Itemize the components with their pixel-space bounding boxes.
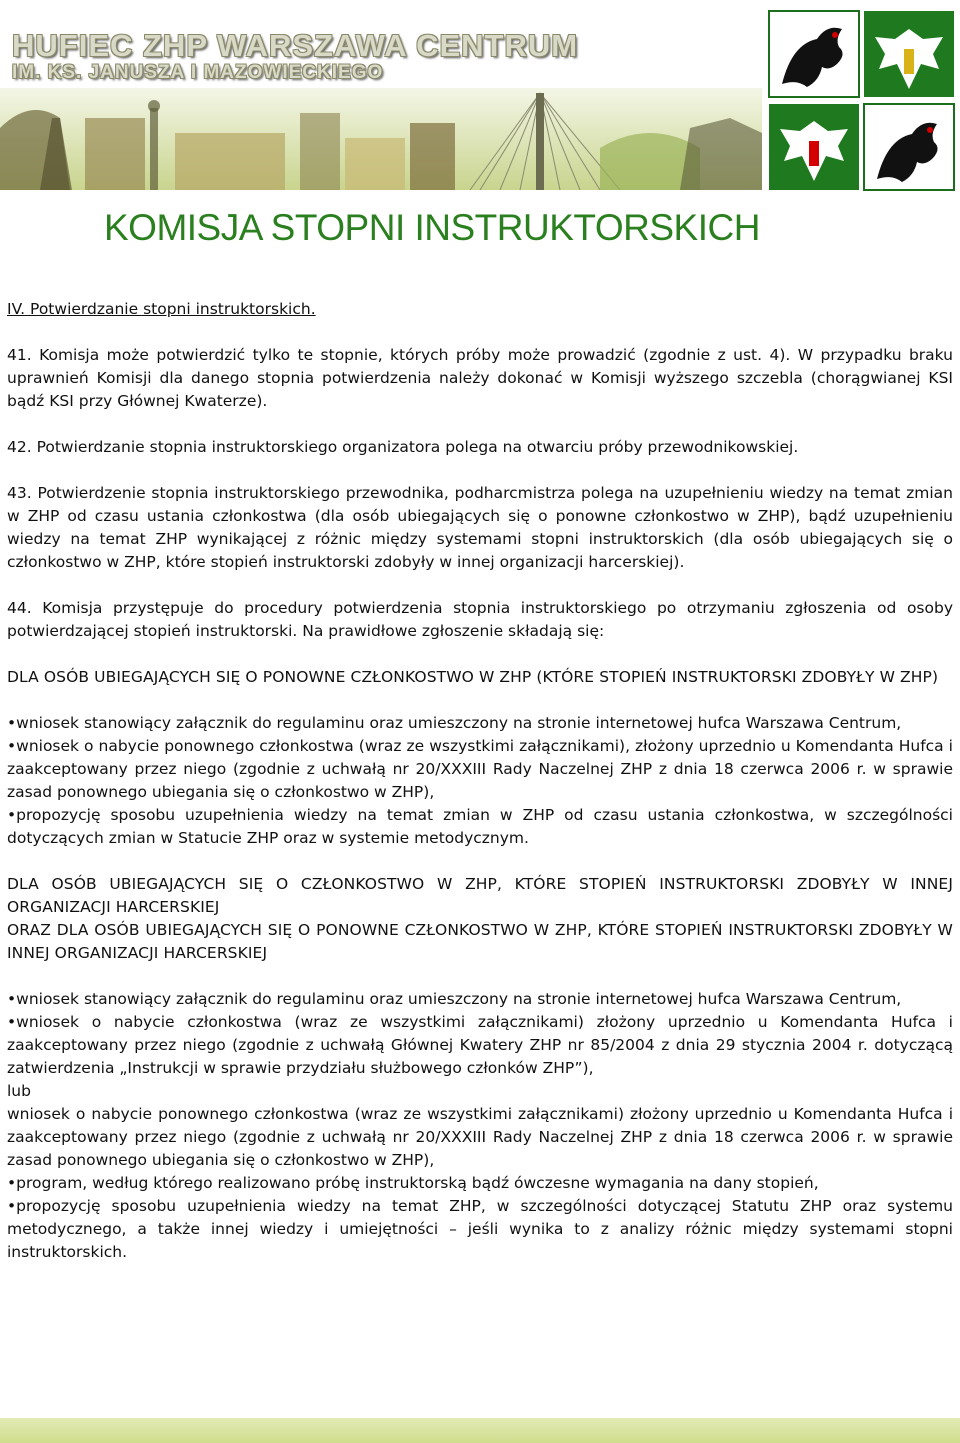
alternative-conjunction: lub: [7, 1082, 31, 1100]
footer-bar: [0, 1418, 960, 1443]
section-heading: IV. Potwierdzanie stopni instruktorskich.: [7, 300, 316, 318]
paragraph-43: 43. Potwierdzenie stopnia instruktorskiego przewodnika, podharcmistrza polega na uzupełnieniu wiedzy na temat zmian w ZHP od czasu ustania członkostwa (dla osób ubiegających się o ponowne członkostwo w ZHP), bądź uzupełnieniu wiedzy na temat ZHP wynikającej z różnic między systemami stopni instruktorskich (dla osób ubiegających się o członkostwo w ZHP, które stopień instruktorski zdobyły w innej organizacji harcerskiej).: [7, 484, 953, 571]
paragraph-42: 42. Potwierdzanie stopnia instruktorskiego organizatora polega na otwarciu próby przewodnikowskiej.: [7, 438, 799, 456]
list-item: •propozycję sposobu uzupełnienia wiedzy na temat zmian w ZHP od czasu ustania członkostwa, w szczególności dotyczących zmian w Statucie ZHP oraz w systemie metodycznym.: [7, 806, 953, 847]
letterhead: [0, 0, 960, 255]
regional-crests: [767, 9, 956, 192]
group-2-heading-continued: ORAZ DLA OSÓB UBIEGAJĄCYCH SIĘ O PONOWNE CZŁONKOSTWO W ZHP, KTÓRE STOPIEŃ INSTRUKTORSKI ZDOBYŁY W INNEJ ORGANIZACJI HARCERSKIEJ: [7, 921, 953, 962]
list-item: •wniosek o nabycie ponownego członkostwa (wraz ze wszystkimi załącznikami), złożony uprzednio u Komendanta Hufca i zaakceptowany przez niego (zgodnie z uchwałą nr 20/XXXIII Rady Naczelnej ZHP z dnia 18 czerwca 2006 r. w sprawie zasad ponownego ubiegania się o członkostwo w ZHP),: [7, 737, 953, 801]
group-2-heading: DLA OSÓB UBIEGAJĄCYCH SIĘ O CZŁONKOSTWO W ZHP, KTÓRE STOPIEŃ INSTRUKTORSKI ZDOBYŁY W INNEJ ORGANIZACJI HARCERSKIEJ: [7, 875, 953, 916]
warsaw-landmarks-collage: [0, 88, 762, 190]
document-body: [7, 298, 953, 1264]
list-item: •program, według którego realizowano próbę instruktorską bądź ówczesne wymagania na dany stopień,: [7, 1174, 819, 1192]
list-item: wniosek o nabycie ponownego członkostwa (wraz ze wszystkimi załącznikami) złożony uprzednio u Komendanta Hufca i zaakceptowany przez niego (zgodnie z uchwałą nr 20/XXXIII Rady Naczelnej ZHP z dnia 18 czerwca 2006 r. w sprawie zasad ponownego ubiegania się o członkostwo w ZHP),: [7, 1105, 953, 1169]
organization-patron: IM. KS. JANUSZA I MAZOWIECKIEGO: [12, 62, 384, 83]
list-item: •wniosek o nabycie członkostwa (wraz ze wszystkimi załącznikami) złożony uprzednio u Komendanta Hufca i zaakceptowany przez niego (zgodnie z uchwałą Głównej Kwatery ZHP nr 85/2004 z dnia 29 stycznia 2004 r. dotyczącą zatwierdzenia „Instrukcji w sprawie przydziału służbowego członków ZHP”),: [7, 1013, 953, 1077]
paragraph-41: 41. Komisja może potwierdzić tylko te stopnie, których próby może prowadzić (zgodnie z ust. 4). W przypadku braku uprawnień Komisji dla danego stopnia potwierdzenia należy dokonać w Komisji wyższego szczebla (chorągwianej KSI bądź KSI przy Głównej Kwaterze).: [7, 346, 953, 410]
list-item: •propozycję sposobu uzupełnienia wiedzy na temat ZHP, w szczególności dotyczącej Statutu ZHP oraz systemu metodycznego, a także innej wiedzy i umiejętności – jeśli wynika to z analizy różnic między systemami stopni instruktorskich.: [7, 1197, 953, 1261]
commission-title: KOMISJA STOPNI INSTRUKTORSKICH: [104, 207, 760, 248]
organization-name: HUFIEC ZHP WARSZAWA CENTRUM: [12, 28, 579, 63]
list-item: •wniosek stanowiący załącznik do regulaminu oraz umieszczony na stronie internetowej hufca Warszawa Centrum,: [7, 990, 902, 1008]
list-item: •wniosek stanowiący załącznik do regulaminu oraz umieszczony na stronie internetowej hufca Warszawa Centrum,: [7, 714, 902, 732]
paragraph-44: 44. Komisja przystępuje do procedury potwierdzenia stopnia instruktorskiego po otrzymaniu zgłoszenia od osoby potwierdzającej stopień instruktorski. Na prawidłowe zgłoszenie składają się:: [7, 599, 953, 640]
group-1-heading: DLA OSÓB UBIEGAJĄCYCH SIĘ O PONOWNE CZŁONKOSTWO W ZHP (KTÓRE STOPIEŃ INSTRUKTORSKI ZDOBYŁY W ZHP): [7, 668, 939, 686]
